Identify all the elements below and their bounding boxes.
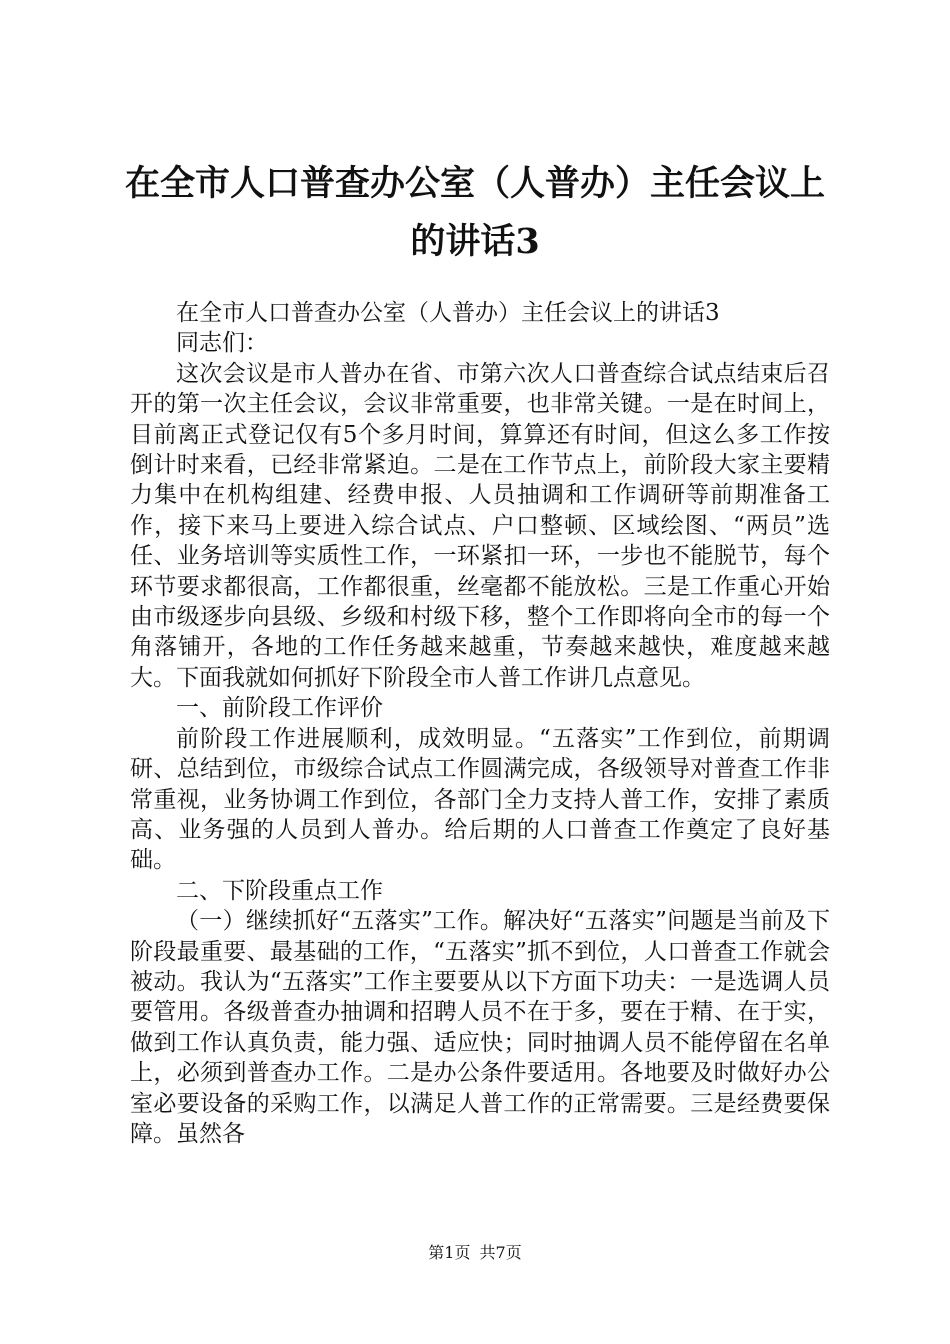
- page-footer: [0, 1243, 950, 1263]
- section-heading: 二、下阶段重点工作: [176, 877, 383, 904]
- page-total: 共7页: [479, 1243, 522, 1262]
- document-title-line-2: 的讲话3: [410, 221, 540, 262]
- subtitle-paragraph: 在全市人口普查办公室（人普办）主任会议上的讲话3: [176, 300, 720, 326]
- document-title-line-1: 在全市人口普查办公室（人普办）主任会议上: [124, 163, 825, 204]
- body-paragraph: 前阶段工作进展顺利，成效明显。“五落实”工作到位，前期调研、总结到位，市级综合试点工作圆满完成，各级领导对普查工作非常重视，业务协调工作到位，各部门全力支持人普工作，安排了素质高、业务强的人员到人普办。给后期的人口普查工作奠定了良好基础。: [130, 725, 830, 874]
- salutation-paragraph: 同志们：: [176, 330, 268, 357]
- page-number: 第1页: [428, 1243, 471, 1262]
- body-paragraph: （一）继续抓好“五落实”工作。解决好“五落实”问题是当前及下阶段最重要、最基础的工作，“五落实”抓不到位，人口普查工作就会被动。我认为“五落实”工作主要要从以下方面下功夫：一是选调人员要管用。各级普查办抽调和招聘人员不在于多，要在于精、在于实，做到工作认真负责，能力强、适应快；同时抽调人员不能停留在名单上，必须到普查办工作。二是办公条件要适用。各地要及时做好办公室必要设备的采购工作，以满足人普工作的正常需要。三是经费要保障。虽然各: [130, 908, 830, 1147]
- body-paragraph: 这次会议是市人普办在省、市第六次人口普查综合试点结束后召开的第一次主任会议，会议非常重要，也非常关键。一是在时间上，目前离正式登记仅有5个多月时间，算算还有时间，但这么多工作按倒计时来看，已经非常紧迫。二是在工作节点上，前阶段大家主要精力集中在机构组建、经费申报、人员抽调和工作调研等前期准备工作，接下来马上要进入综合试点、户口整顿、区域绘图、“两员”选任、业务培训等实质性工作，一环紧扣一环，一步也不能脱节，每个环节要求都很高，工作都很重，丝毫都不能放松。三是工作重心开始由市级逐步向县级、乡级和村级下移，整个工作即将向全市的每一个角落铺开，各地的工作任务越来越重，节奏越来越快，难度越来越大。下面我就如何抓好下阶段全市人普工作讲几点意见。: [130, 360, 830, 691]
- section-heading: 一、前阶段工作评价: [176, 695, 383, 722]
- document-body: [130, 298, 830, 1149]
